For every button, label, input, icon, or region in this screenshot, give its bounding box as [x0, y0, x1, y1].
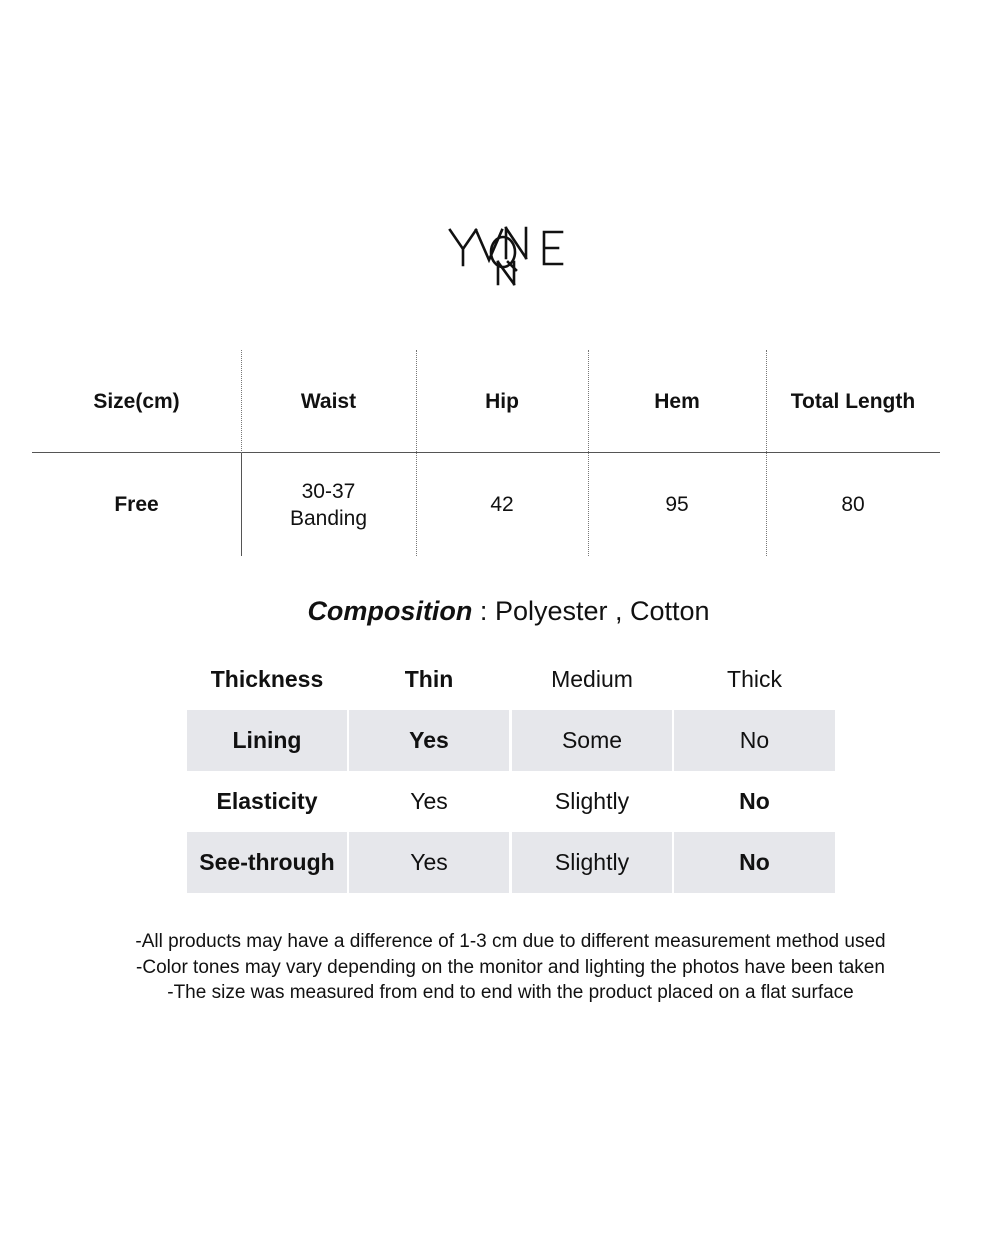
- header-hem: Hem: [654, 390, 700, 413]
- header-total-length: Total Length: [790, 390, 916, 413]
- header-divider: [32, 452, 940, 453]
- property-option: Yes: [410, 788, 448, 814]
- composition-separator: :: [472, 596, 495, 626]
- size-table: [32, 350, 940, 556]
- column-divider: [241, 350, 242, 453]
- cell-total-length: 80: [841, 493, 865, 516]
- column-divider: [588, 350, 589, 556]
- cell-waist-note: Banding: [289, 506, 368, 530]
- brand-logo-mark: [440, 218, 570, 290]
- property-option: Some: [512, 710, 672, 771]
- property-row-elasticity: [187, 771, 835, 832]
- composition-label: Composition: [307, 596, 473, 626]
- cell-size: Free: [114, 493, 159, 516]
- measurement-notes: [0, 929, 993, 1006]
- property-name: Lining: [187, 710, 347, 771]
- cell-hip: 42: [490, 493, 514, 516]
- note-line: -All products may have a difference of 1-3 cm due to different measurement method used: [135, 931, 886, 952]
- composition-line: [0, 596, 993, 627]
- note-line: -The size was measured from end to end with the product placed on a flat surface: [167, 982, 854, 1003]
- size-table-header: [32, 350, 940, 453]
- cell-waist-range: 30-37: [301, 479, 356, 503]
- property-option: Thin: [404, 666, 454, 692]
- column-divider: [416, 350, 417, 556]
- property-row-lining: [187, 710, 835, 771]
- property-option: Yes: [349, 832, 509, 893]
- column-divider: [766, 350, 767, 556]
- property-name: Elasticity: [216, 788, 318, 814]
- property-option: No: [674, 710, 835, 771]
- size-table-row: [32, 453, 940, 556]
- property-option: Slightly: [512, 832, 672, 893]
- composition-value: Polyester , Cotton: [494, 596, 710, 626]
- property-option: Yes: [349, 710, 509, 771]
- note-line: -Color tones may vary depending on the monitor and lighting the photos have been taken: [136, 956, 885, 978]
- cell-hem: 95: [665, 493, 689, 516]
- header-hip: Hip: [485, 390, 519, 413]
- property-option: Medium: [551, 666, 633, 692]
- fabric-properties-table: [187, 649, 835, 893]
- property-name: Thickness: [210, 666, 324, 692]
- property-option: Slightly: [554, 788, 630, 814]
- property-row-see-through: [187, 832, 835, 893]
- property-option: No: [739, 788, 770, 814]
- property-name: See-through: [187, 832, 347, 893]
- brand-logo: [440, 218, 570, 290]
- cell-waist: [241, 453, 416, 556]
- property-option: No: [674, 832, 835, 893]
- header-waist: Waist: [300, 390, 357, 413]
- property-option: Thick: [727, 666, 782, 692]
- column-divider-solid: [241, 453, 242, 556]
- property-row-thickness: [187, 649, 835, 710]
- header-size: Size(cm): [93, 390, 180, 413]
